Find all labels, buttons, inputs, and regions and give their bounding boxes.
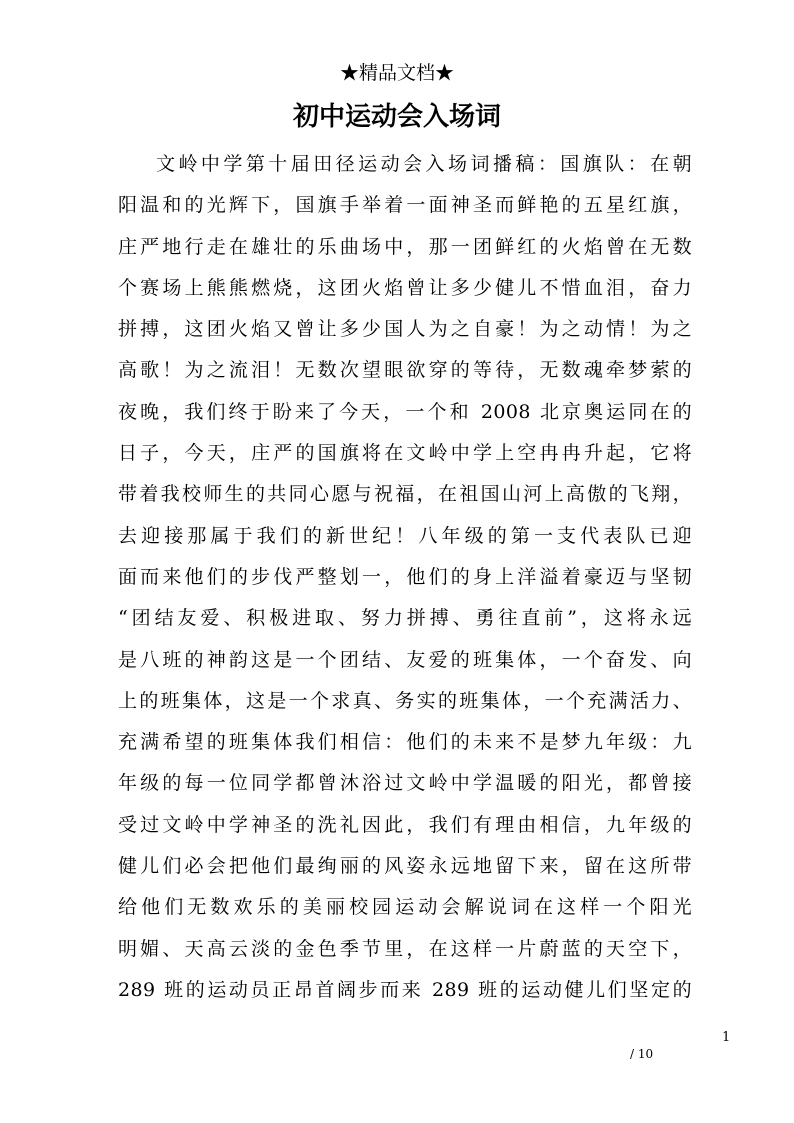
- body-line: 289 班的运动员正昂首阔步而来 289 班的运动健儿们坚定的: [118, 978, 692, 1001]
- body-line: 带着我校师生的共同心愿与祝福，在祖国山河上高傲的飞翔，: [118, 483, 692, 506]
- body-line: 拼搏，这团火焰又曾让多少国人为之自豪！为之动情！为之: [118, 318, 692, 341]
- body-line: 上的班集体，这是一个求真、务实的班集体，一个充满活力、: [118, 689, 692, 712]
- body-text: [118, 144, 692, 1011]
- document-header-banner: ★精品文档★: [339, 62, 454, 84]
- body-line: 给他们无数欢乐的美丽校园运动会解说词在这样一个阳光: [118, 896, 692, 919]
- body-line: “团结友爱、积极进取、努力拼搏、勇往直前”，这将永远: [118, 607, 692, 630]
- page-total: / 10: [630, 1047, 654, 1061]
- body-line: 高歌！为之流泪！无数次望眼欲穿的等待，无数魂牵梦萦的: [118, 359, 692, 382]
- page-number: 1: [722, 1030, 731, 1045]
- document-title: 初中运动会入场词: [292, 102, 501, 132]
- body-line: 夜晚，我们终于盼来了今天，一个和 2008 北京奥运同在的: [118, 400, 692, 423]
- body-line: 面而来他们的步伐严整划一，他们的身上洋溢着豪迈与坚韧: [118, 565, 692, 588]
- body-line: 年级的每一位同学都曾沐浴过文岭中学温暖的阳光，都曾接: [118, 772, 692, 795]
- body-line: 明媚、天高云淡的金色季节里，在这样一片蔚蓝的天空下，: [118, 937, 692, 960]
- body-line: 充满希望的班集体我们相信：他们的未来不是梦九年级：九: [118, 731, 692, 754]
- body-line: 日子，今天，庄严的国旗将在文岭中学上空冉冉升起，它将: [118, 442, 692, 465]
- body-line: 健儿们必会把他们最绚丽的风姿永远地留下来，留在这所带: [118, 855, 692, 878]
- body-line: 阳温和的光辉下，国旗手举着一面神圣而鲜艳的五星红旗，: [118, 194, 692, 217]
- body-line: 去迎接那属于我们的新世纪！八年级的第一支代表队已迎: [118, 524, 692, 547]
- body-line: 是八班的神韵这是一个团结、友爱的班集体，一个奋发、向: [118, 648, 692, 671]
- body-line: 个赛场上熊熊燃烧，这团火焰曾让多少健儿不惜血泪，奋力: [118, 276, 692, 299]
- body-line: 庄严地行走在雄壮的乐曲场中，那一团鲜红的火焰曾在无数: [118, 235, 692, 258]
- body-line: 文岭中学第十届田径运动会入场词播稿：国旗队：在朝: [156, 153, 692, 175]
- body-line: 受过文岭中学神圣的洗礼因此，我们有理由相信，九年级的: [118, 813, 692, 836]
